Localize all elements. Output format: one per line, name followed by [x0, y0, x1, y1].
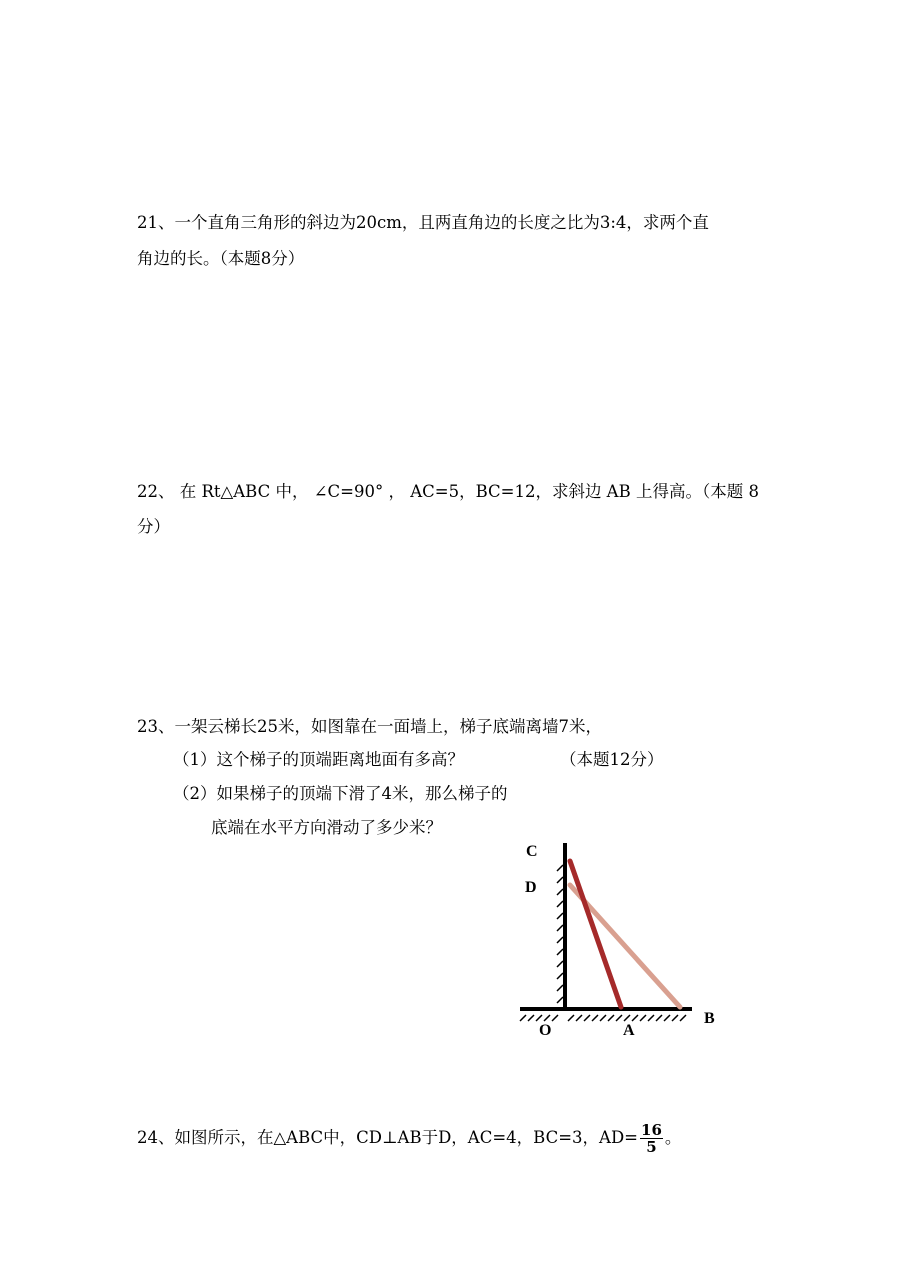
q21-line2: 角边的长。（本题8分）	[137, 249, 305, 268]
q23-part2a: （2）如果梯子的顶端下滑了4米，那么梯子的	[173, 784, 508, 803]
q24-line	[137, 1122, 681, 1155]
q24-suffix: 。	[664, 1128, 682, 1147]
q24-frac-num: 16	[641, 1121, 662, 1139]
ladder-diagram	[500, 835, 740, 1045]
label-c: C	[526, 843, 538, 860]
q21-line1: 21、一个直角三角形的斜边为20cm，且两直角边的长度之比为3:4，求两个直	[137, 213, 709, 232]
label-d: D	[525, 879, 537, 896]
q24-frac-den: 5	[646, 1138, 657, 1156]
label-b: B	[704, 1010, 715, 1027]
q22-line2: 分）	[137, 517, 170, 536]
ground-hatch	[520, 1015, 686, 1021]
q23-part2b: 底端在水平方向滑动了多少米？	[211, 818, 442, 837]
wall-hatch	[557, 865, 563, 1003]
q22-line1: 22、 在 Rt△ABC 中， ∠C=90° ， AC=5，BC=12，求斜边 AB 上得高。（本题 8	[137, 482, 759, 501]
label-a: A	[623, 1022, 635, 1039]
q24-fraction	[640, 1122, 663, 1155]
q24-prefix: 24、如图所示，在△ABC中，CD⊥AB于D，AC=4，BC=3，AD=	[137, 1128, 639, 1147]
q23-score: （本题12分）	[560, 750, 664, 769]
ladder-figure	[500, 835, 740, 1045]
q23-line1: 23、一架云梯长25米，如图靠在一面墙上，梯子底端离墙7米，	[137, 717, 602, 736]
label-o: O	[539, 1022, 552, 1039]
q23-part1: （1）这个梯子的顶端距离地面有多高？	[173, 750, 464, 769]
